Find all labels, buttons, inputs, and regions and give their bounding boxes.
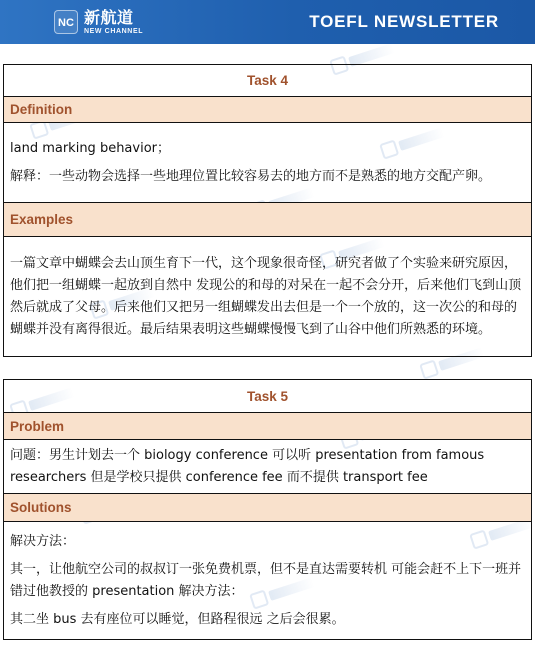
definition-heading: Definition — [4, 97, 532, 123]
solutions-heading: Solutions — [4, 494, 532, 522]
solutions-intro: 解决方法： — [10, 533, 76, 549]
definition-content-row — [4, 123, 532, 203]
problem-heading: Problem — [4, 413, 532, 440]
examples-header-row — [4, 203, 532, 237]
examples-content — [4, 237, 532, 357]
problem-content-row — [4, 440, 532, 494]
svg-text:NC: NC — [58, 17, 74, 29]
definition-header-row — [4, 97, 532, 123]
solutions-content-row — [4, 522, 532, 640]
examples-content-row — [4, 237, 532, 357]
task4-title-row — [4, 65, 532, 97]
definition-term: land marking behavior； — [10, 140, 170, 156]
definition-explanation: 解释：一些动物会选择一些地理位置比较容易去的地方而不是熟悉的地方交配产卵。 — [10, 168, 492, 184]
logo-wordmark — [84, 7, 144, 35]
logo-english-name: NEW CHANNEL — [84, 27, 144, 35]
problem-text: 问题：男生计划去一个 biology conference 可以听 presentation from famous researchers 但是学校只提供 conference fee 而不提供 transport fee — [10, 447, 485, 485]
definition-content — [4, 123, 532, 203]
problem-content — [4, 440, 532, 494]
solutions-content — [4, 522, 532, 640]
logo-mark-icon — [54, 10, 78, 34]
nc-monogram-icon — [57, 15, 75, 29]
newsletter-title: TOEFL NEWSLETTER — [309, 12, 499, 31]
newsletter-header — [0, 0, 535, 44]
task4-table — [3, 64, 532, 357]
new-channel-logo — [54, 6, 143, 38]
solutions-header-row — [4, 494, 532, 522]
examples-heading: Examples — [4, 203, 532, 237]
task5-table — [3, 379, 532, 640]
logo-chinese-name: 新航道 — [84, 7, 134, 27]
solution-two: 其二坐 bus 去有座位可以睡觉，但路程很远 之后会很累。 — [10, 611, 345, 627]
task4-title: Task 4 — [4, 65, 532, 97]
problem-header-row — [4, 413, 532, 440]
task5-title: Task 5 — [4, 380, 532, 413]
task5-title-row — [4, 380, 532, 413]
examples-text: 一篇文章中蝴蝶会去山顶生育下一代，这个现象很奇怪，研究者做了个实验来研究原因，他们把一组蝴蝶一起放到自然中 发现公的和母的对呆在一起不会分开，后来他们飞到山顶然后就成了父母。后来他们又把另一组蝴蝶发出去但是一个一个放的，这一次公的和母的蝴蝶并没有离得很近。最后结果表明这些蝴蝶慢慢飞到了山谷中他们所熟悉的环境。 — [10, 255, 522, 337]
solution-one: 其一，让他航空公司的叔叔订一张免费机票，但不是直达需要转机 可能会赶不上下一班并错过他教授的 presentation 解决方法： — [10, 561, 522, 599]
